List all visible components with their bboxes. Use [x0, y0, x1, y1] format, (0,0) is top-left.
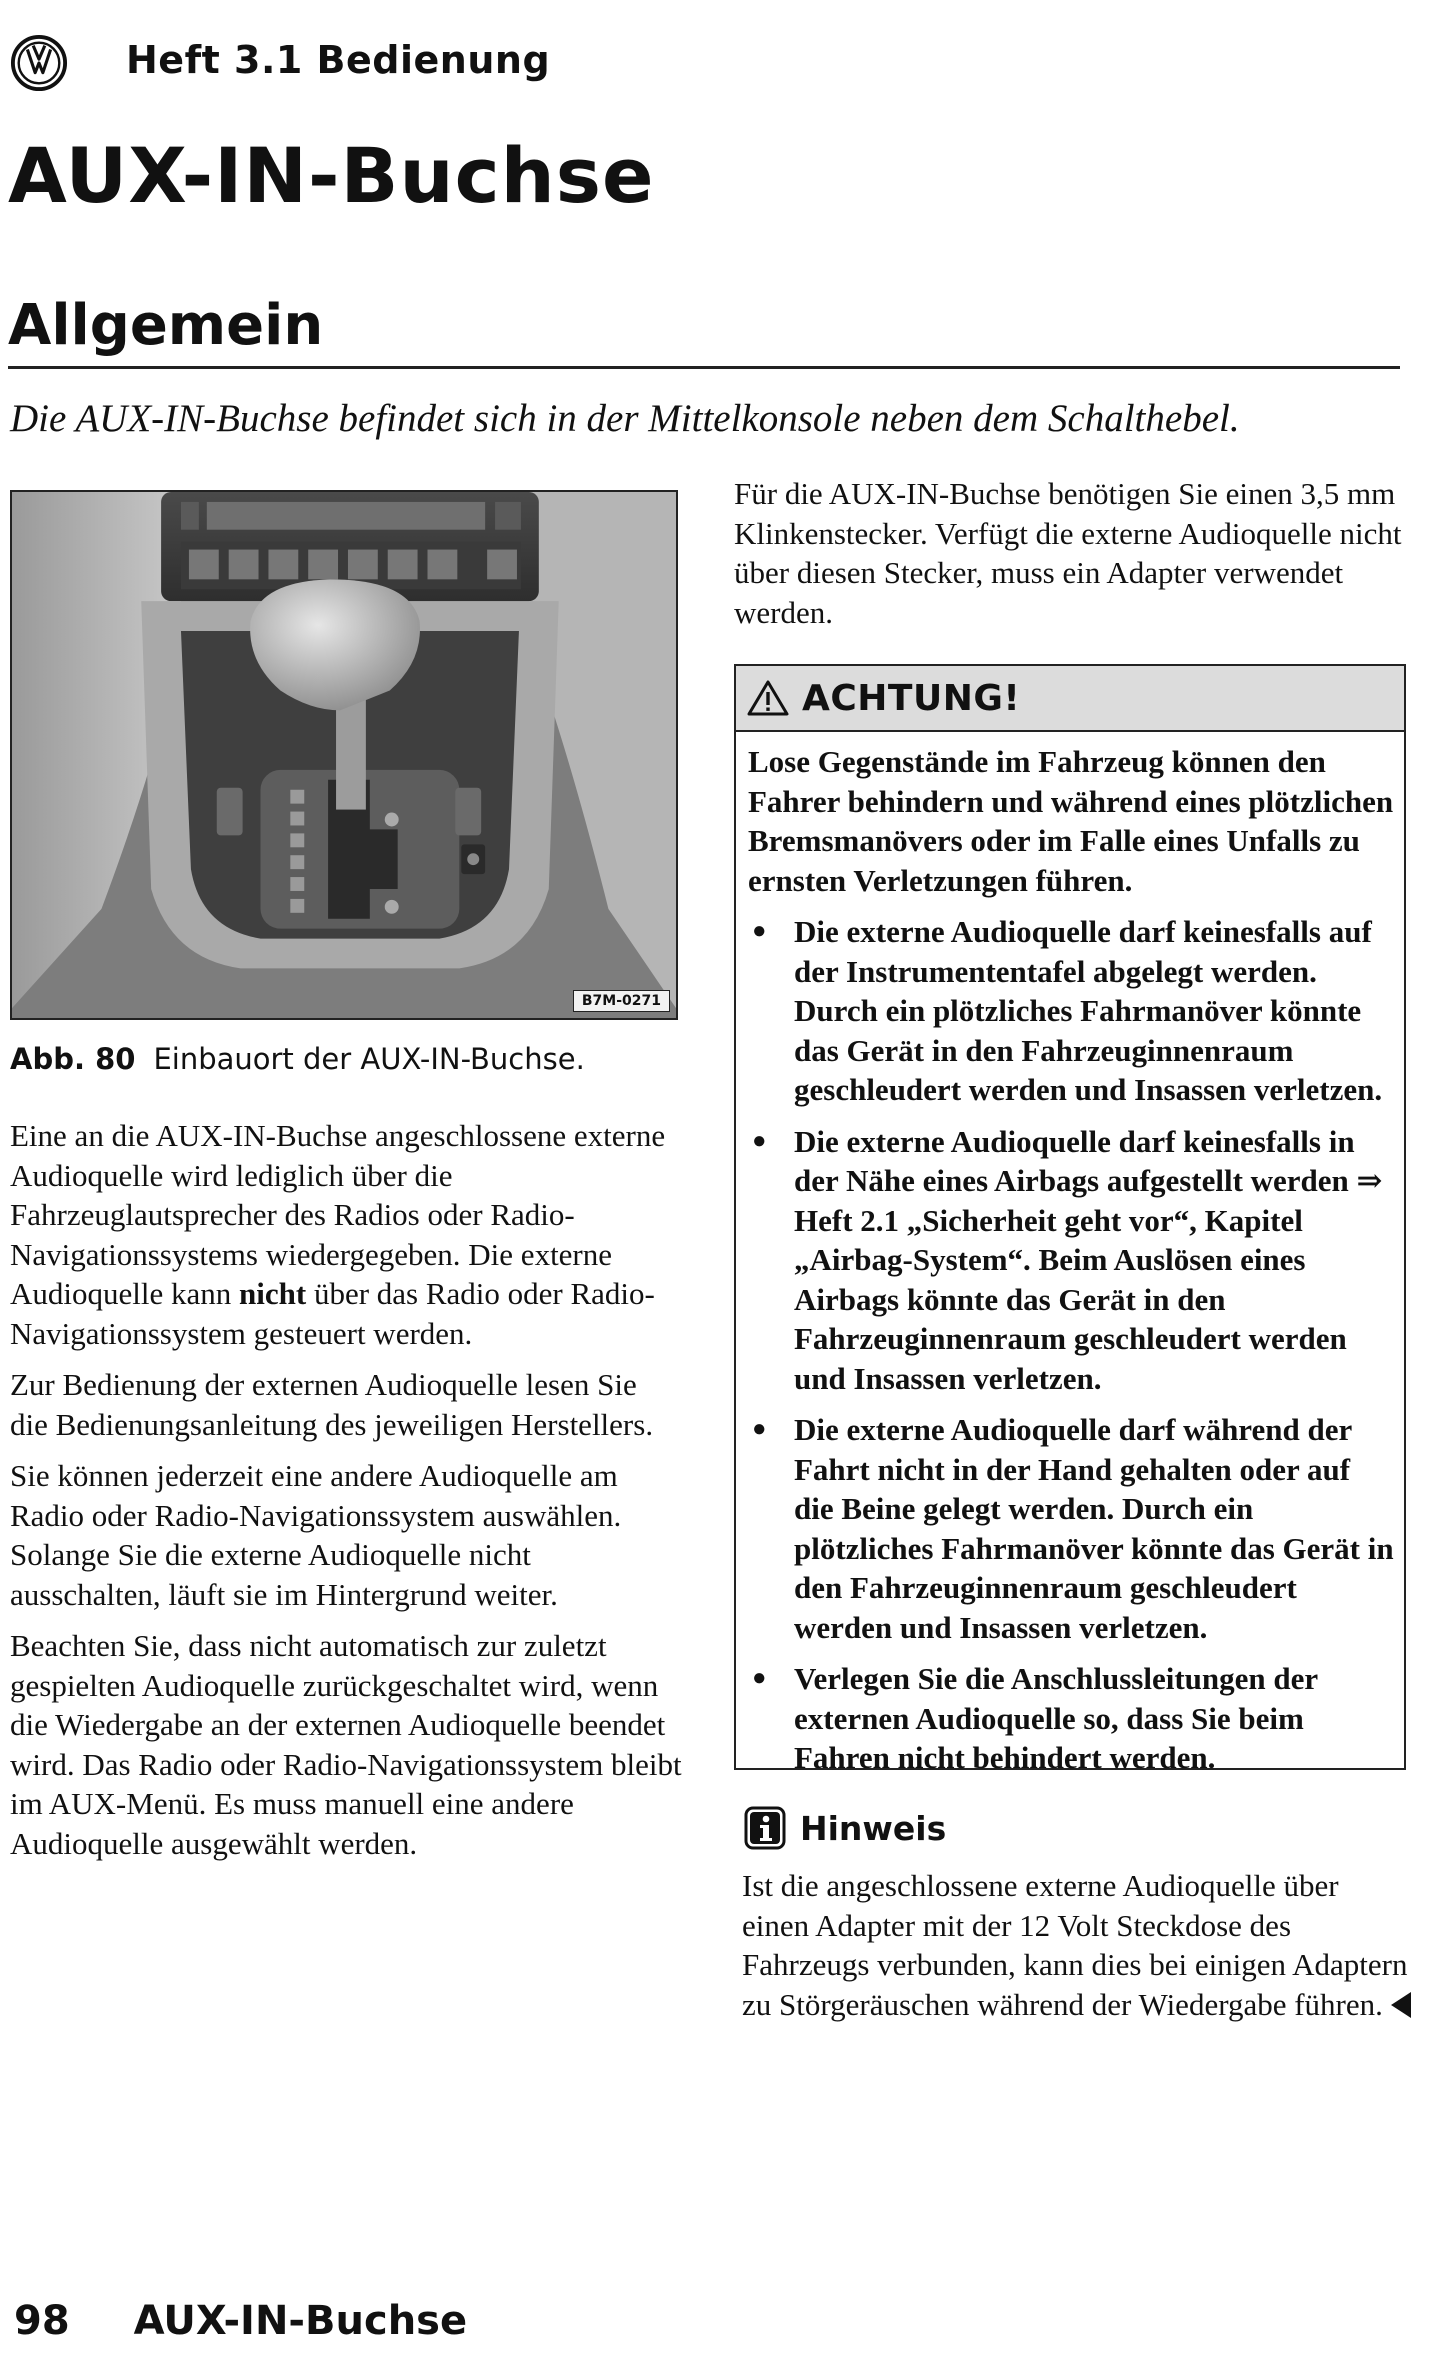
page-footer: [14, 2298, 467, 2344]
paragraph-emphasis: nicht: [239, 1276, 307, 1311]
warning-triangle-icon: [746, 679, 790, 717]
figure-number: Abb. 80: [10, 1042, 136, 1076]
paragraph-operation: Zur Bedienung der externen Audioquelle lesen Sie die Bedienungsanleitung des jeweiligen Herstellers.: [10, 1367, 654, 1442]
warning-lead: Lose Gegenstände im Fahrzeug können den Fahrer behindern und während eines plötzlichen Bremsmanövers oder im Falle eines Unfalls zu ernsten Verletzungen führen.: [748, 744, 1394, 898]
note-title: Hinweis: [800, 1808, 947, 1848]
warning-item: ● Die externe Audioquelle darf keinesfalls in der Nähe eines Airbags aufgestellt werden ⇒ Heft 2.1 „Sicherheit geht vor“, Kapitel „Airbag-System“. Beim Auslösen eines Airbags könnte das Gerät in den Fahrzeuginnenraum geschleudert werden und Insassen verletzen.: [748, 1122, 1394, 1399]
paragraph-switch-source: Sie können jederzeit eine andere Audioquelle am Radio oder Radio-Navigationssystem auswählen. Solange Sie die externe Audioquelle nicht ausschalten, läuft sie im Hintergrund weiter.: [10, 1458, 622, 1612]
page-number: 98: [14, 2298, 70, 2344]
figure-code: B7M-0271: [573, 990, 670, 1012]
vw-logo-icon: [10, 34, 68, 92]
paragraph-text: Eine an die AUX-IN-Buchse angeschlossene externe Audioquelle wird lediglich über die Fahrzeuglautsprecher des Radios oder Radio-Navigationssystems wiedergegeben. Die externe Audioquelle kann: [10, 1118, 666, 1311]
section-divider: [8, 366, 1400, 369]
warning-box: [734, 664, 1406, 1775]
footer-title: AUX-IN-Buchse: [133, 2298, 468, 2344]
paragraph-text: über das Radio oder Radio-Navigationssystem gesteuert werden.: [10, 1276, 655, 1351]
warning-item: ● Die externe Audioquelle darf während der Fahrt nicht in der Hand gehalten oder auf die Beine gelegt werden. Durch ein plötzliches Fahrmanöver könnte das Gerät in den Fahrzeuginnenraum geschleudert werden und Insassen verletzen.: [748, 1410, 1394, 1647]
warning-item: ● Verlegen Sie die Anschlussleitungen der externen Audioquelle so, dass Sie beim Fahren nicht behindert werden.: [748, 1659, 1394, 1778]
warning-body: [736, 732, 1404, 1778]
warning-header: [736, 666, 1404, 732]
figure-center-console: [10, 490, 678, 1020]
warning-title: ACHTUNG!: [802, 677, 1021, 719]
figure-caption-text: Einbauort der AUX-IN-Buchse.: [153, 1042, 585, 1076]
paragraph-aux-menu: Beachten Sie, dass nicht automatisch zur zuletzt gespielten Audioquelle zurückgeschaltet wird, wenn die Wiedergabe an der externen Audioquelle beendet wird. Das Radio oder Radio-Navigationssystem bleibt im AUX-Menü. Es muss manuell eine andere Audioquelle ausgewählt werden.: [10, 1628, 682, 1861]
warning-list: [748, 912, 1394, 1778]
warning-item: ● Die externe Audioquelle darf keinesfalls auf der Instrumententafel abgelegt werden. Durch ein plötzliches Fahrmanöver könnte das Gerät in den Fahrzeuginnenraum geschleudert werden und Insassen verletzen.: [748, 912, 1394, 1110]
section-end-icon: [1391, 1992, 1411, 2018]
page-title: AUX-IN-Buchse: [8, 131, 655, 220]
figure-caption: [10, 1042, 585, 1076]
header-section: Heft 3.1 Bedienung: [126, 38, 551, 82]
note-body: Ist die angeschlossene externe Audioquelle über einen Adapter mit der 12 Volt Steckdose des Fahrzeugs verbunden, kann dies bei einigen Adaptern zu Störgeräuschen während der Wiedergabe führen.: [742, 1868, 1408, 2022]
intro-sentence: Die AUX-IN-Buchse befindet sich in der Mittelkonsole neben dem Schalthebel.: [10, 397, 1240, 440]
note-text: [742, 1866, 1412, 2024]
paragraph-playback: [10, 1116, 682, 1353]
info-icon: [744, 1806, 786, 1850]
console-illustration: [12, 492, 676, 1018]
note-header: [744, 1806, 946, 1850]
paragraph-jack-plug: Für die AUX-IN-Buchse benötigen Sie einen 3,5 mm Klinkenstecker. Verfügt die externe Audioquelle nicht über diesen Stecker, muss ein Adapter verwendet werden.: [734, 476, 1402, 630]
section-title: Allgemein: [8, 293, 324, 358]
left-column: [10, 1116, 682, 1875]
